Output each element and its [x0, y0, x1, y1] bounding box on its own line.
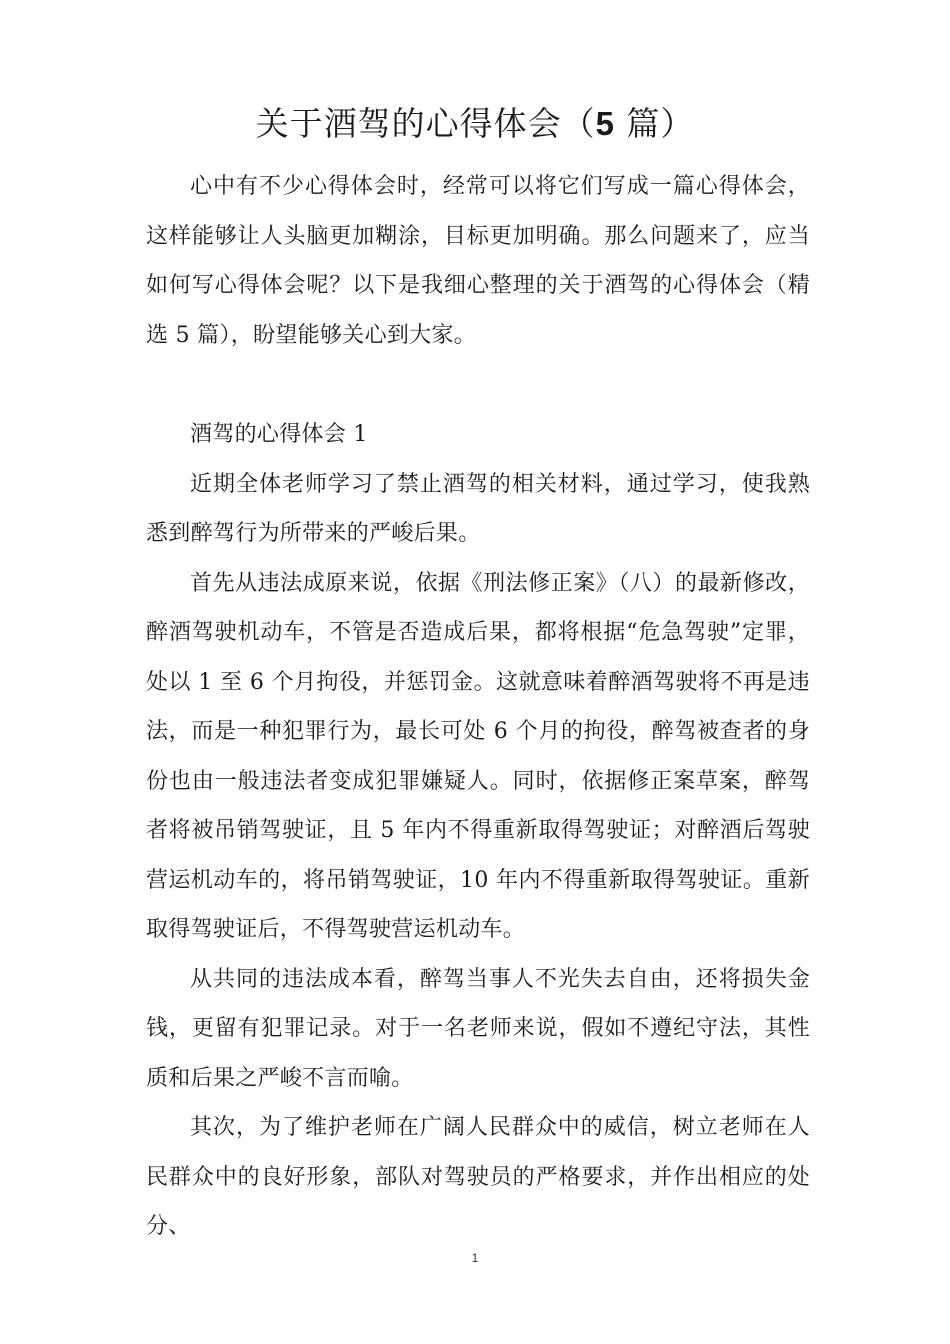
paragraph-spacer: [146, 360, 810, 410]
body-paragraph: 其次，为了维护老师在广阔人民群众中的威信，树立老师在人民群众中的良好形象，部队对驾驶员的严格要求，并作出相应的处分、: [146, 1115, 810, 1239]
title-number: 5: [595, 105, 615, 142]
body-paragraph: 从共同的违法成本看，醉驾当事人不光失去自由，还将损失金钱，更留有犯罪记录。对于一名老师来说，假如不遵纪守法，其性质和后果之严峻不言而喻。: [146, 966, 810, 1091]
title-prefix: 关于酒驾的心得体会（: [255, 104, 596, 143]
title-suffix: 篇）: [614, 104, 695, 143]
document-title: [0, 100, 950, 148]
body-paragraph: 首先从违法成原来说，依据《刑法修正案》（八）的最新修改，醉酒驾驶机动车，不管是否造成后果，都将根据“危急驾驶”定罪，处以 1 至 6 个月拘役，并惩罚金。这就意味着醉酒驾驶将不再是违法，而是一种犯罪行为，最长可处 6 个月的拘役，醉驾被查者的身份也由一般违法者变成犯罪嫌疑人。同时，依据修正案草案，醉驾者将被吊销驾驶证，且 5 年内不得重新取得驾驶证；对醉酒后驾驶营运机动车的，将吊销驾驶证，10 年内不得重新取得驾驶证。重新取得驾驶证后，不得驾驶营运机动车。: [146, 570, 810, 942]
section-heading: 酒驾的心得体会 1: [190, 422, 368, 447]
body-paragraph: 近期全体老师学习了禁止酒驾的相关材料，通过学习，使我熟悉到醉驾行为所带来的严峻后果。: [146, 471, 810, 546]
intro-paragraph: 心中有不少心得体会时，经常可以将它们写成一篇心得体会，这样能够让人头脑更加糊涂，目标更加明确。那么问题来了，应当如何写心得体会呢？以下是我细心整理的关于酒驾的心得体会（精选 5 篇），盼望能够关心到大家。: [146, 174, 810, 348]
document-body: [146, 162, 810, 1252]
page-number: 1: [471, 1251, 479, 1265]
